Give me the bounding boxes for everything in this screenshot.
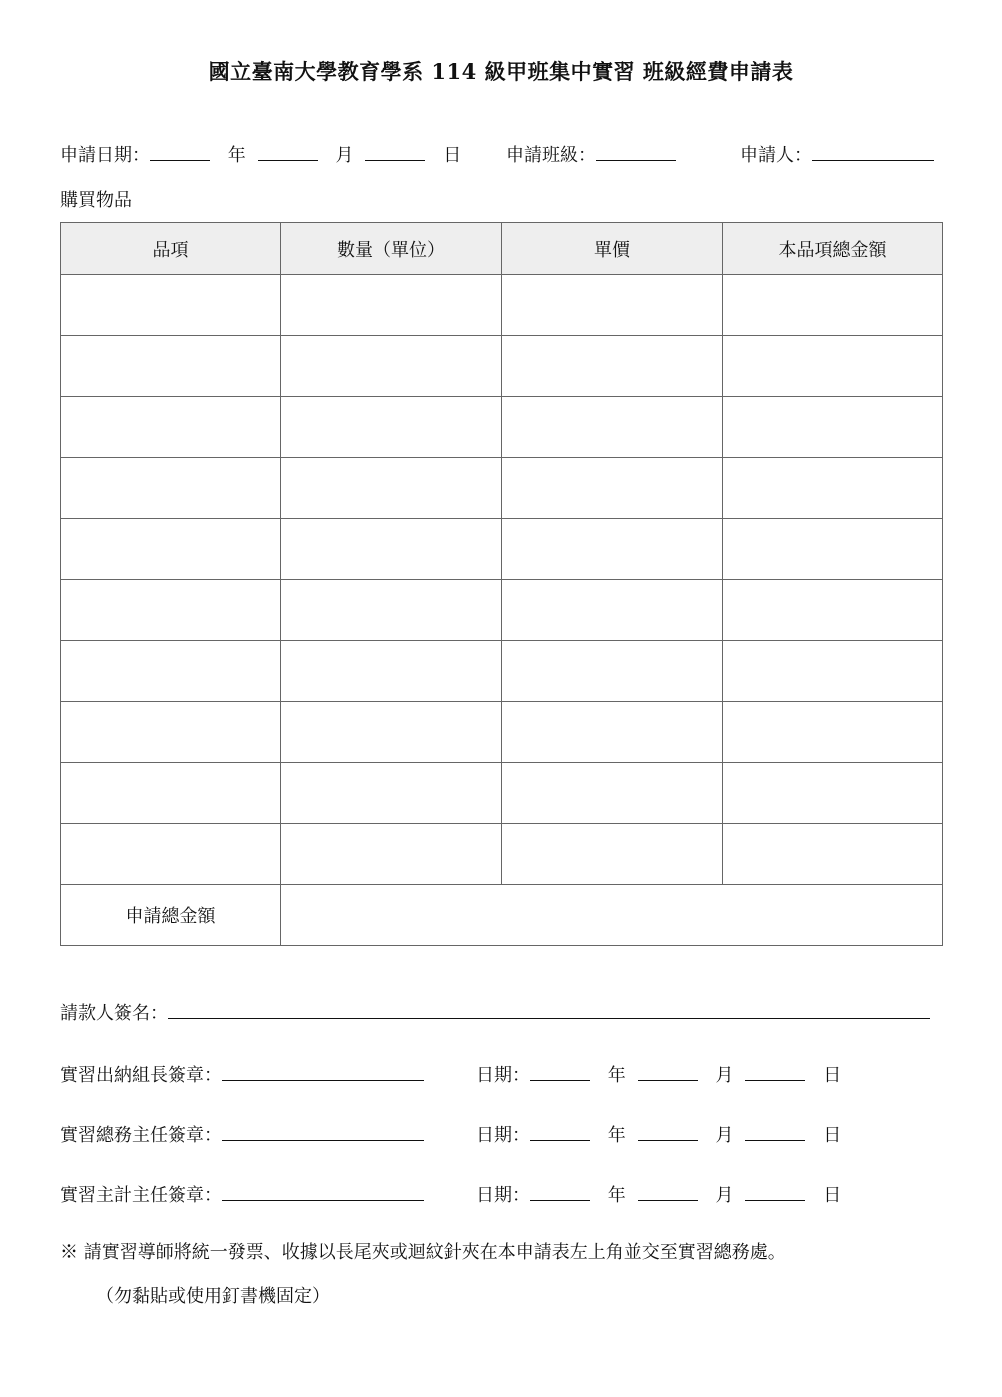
accounting-signature-row: [60, 1182, 424, 1208]
note-line-1: ※ 請實習導師將統一發票、收據以長尾夾或迴紋針夾在本申請表左上角並交至實習總務處。: [60, 1242, 786, 1263]
table-row: [61, 275, 943, 336]
cashier-label: 實習出納組長簽章：: [60, 1065, 222, 1086]
applicant-row: [740, 142, 934, 168]
day-field[interactable]: [745, 1122, 805, 1141]
item-cell[interactable]: [61, 336, 281, 397]
unit-price-cell[interactable]: [502, 336, 723, 397]
item-total-cell[interactable]: [723, 275, 943, 336]
item-total-cell[interactable]: [723, 763, 943, 824]
accounting-signature-field[interactable]: [222, 1182, 424, 1201]
year-label: 年: [227, 145, 246, 166]
table-row: [61, 397, 943, 458]
applicant-label: 申請人：: [740, 145, 812, 166]
month-field[interactable]: [638, 1062, 698, 1081]
year-label: 年: [607, 1125, 626, 1146]
item-total-cell[interactable]: [723, 580, 943, 641]
quantity-cell[interactable]: [281, 641, 502, 702]
quantity-cell[interactable]: [281, 702, 502, 763]
table-body: [61, 275, 943, 885]
item-cell[interactable]: [61, 641, 281, 702]
item-total-cell[interactable]: [723, 824, 943, 885]
quantity-cell[interactable]: [281, 275, 502, 336]
page-title: 國立臺南大學教育學系 114 級甲班集中實習 班級經費申請表: [208, 59, 794, 84]
col-header-quantity: 數量（單位）: [281, 223, 502, 275]
month-label: 月: [335, 145, 354, 166]
total-amount-cell[interactable]: [281, 885, 943, 946]
quantity-cell[interactable]: [281, 763, 502, 824]
note-line-2: （勿黏貼或使用釘書機固定）: [96, 1286, 330, 1307]
month-field[interactable]: [638, 1122, 698, 1141]
general-affairs-signature-field[interactable]: [222, 1122, 424, 1141]
item-cell[interactable]: [61, 580, 281, 641]
item-total-cell[interactable]: [723, 641, 943, 702]
date-label: 申請日期：: [60, 145, 150, 166]
quantity-cell[interactable]: [281, 580, 502, 641]
table-row: [61, 519, 943, 580]
table-row: [61, 458, 943, 519]
col-header-unit-price: 單價: [502, 223, 723, 275]
item-cell[interactable]: [61, 702, 281, 763]
total-label: 申請總金額: [61, 885, 281, 946]
item-total-cell[interactable]: [723, 519, 943, 580]
table-row: [61, 763, 943, 824]
unit-price-cell[interactable]: [502, 275, 723, 336]
unit-price-cell[interactable]: [502, 702, 723, 763]
item-total-cell[interactable]: [723, 336, 943, 397]
applicant-field[interactable]: [812, 142, 934, 161]
class-field[interactable]: [596, 142, 676, 161]
unit-price-cell[interactable]: [502, 458, 723, 519]
month-field[interactable]: [258, 142, 318, 161]
quantity-cell[interactable]: [281, 824, 502, 885]
month-field[interactable]: [638, 1182, 698, 1201]
unit-price-cell[interactable]: [502, 580, 723, 641]
section-label: 購買物品: [60, 190, 132, 211]
year-field[interactable]: [530, 1122, 590, 1141]
day-field[interactable]: [745, 1062, 805, 1081]
item-cell[interactable]: [61, 519, 281, 580]
day-label: 日: [823, 1065, 842, 1086]
item-cell[interactable]: [61, 763, 281, 824]
general-affairs-signature-row: [60, 1122, 424, 1148]
unit-price-cell[interactable]: [502, 397, 723, 458]
cashier-signature-row: [60, 1062, 424, 1088]
day-label: 日: [823, 1185, 842, 1206]
requester-signature-field[interactable]: [168, 1000, 930, 1019]
item-cell[interactable]: [61, 397, 281, 458]
table-row: [61, 641, 943, 702]
day-label: 日: [443, 145, 462, 166]
table-row: [61, 336, 943, 397]
class-label: 申請班級：: [506, 145, 596, 166]
header-row: [60, 142, 461, 168]
day-field[interactable]: [365, 142, 425, 161]
year-label: 年: [607, 1185, 626, 1206]
year-field[interactable]: [530, 1182, 590, 1201]
quantity-cell[interactable]: [281, 336, 502, 397]
total-row: [61, 885, 943, 946]
item-total-cell[interactable]: [723, 702, 943, 763]
quantity-cell[interactable]: [281, 519, 502, 580]
quantity-cell[interactable]: [281, 458, 502, 519]
cashier-date-row: [476, 1062, 841, 1088]
accounting-label: 實習主計主任簽章：: [60, 1185, 222, 1206]
col-header-item: 品項: [61, 223, 281, 275]
day-label: 日: [823, 1125, 842, 1146]
year-field[interactable]: [150, 142, 210, 161]
item-cell[interactable]: [61, 458, 281, 519]
accounting-date-row: [476, 1182, 841, 1208]
cashier-signature-field[interactable]: [222, 1062, 424, 1081]
month-label: 月: [715, 1065, 734, 1086]
quantity-cell[interactable]: [281, 397, 502, 458]
date-label: 日期：: [476, 1185, 530, 1206]
unit-price-cell[interactable]: [502, 519, 723, 580]
date-label: 日期：: [476, 1125, 530, 1146]
unit-price-cell[interactable]: [502, 763, 723, 824]
month-label: 月: [715, 1125, 734, 1146]
item-total-cell[interactable]: [723, 397, 943, 458]
general-affairs-label: 實習總務主任簽章：: [60, 1125, 222, 1146]
table-row: [61, 702, 943, 763]
item-total-cell[interactable]: [723, 458, 943, 519]
table-header-row: [61, 223, 943, 275]
date-label: 日期：: [476, 1065, 530, 1086]
class-row: [506, 142, 676, 168]
requester-signature-row: [60, 1000, 930, 1026]
year-label: 年: [607, 1065, 626, 1086]
day-field[interactable]: [745, 1182, 805, 1201]
items-table: [60, 222, 943, 946]
month-label: 月: [715, 1185, 734, 1206]
unit-price-cell[interactable]: [502, 824, 723, 885]
general-affairs-date-row: [476, 1122, 841, 1148]
table-row: [61, 580, 943, 641]
col-header-item-total: 本品項總金額: [723, 223, 943, 275]
requester-label: 請款人簽名：: [60, 1003, 168, 1024]
year-field[interactable]: [530, 1062, 590, 1081]
item-cell[interactable]: [61, 824, 281, 885]
item-cell[interactable]: [61, 275, 281, 336]
table-row: [61, 824, 943, 885]
unit-price-cell[interactable]: [502, 641, 723, 702]
